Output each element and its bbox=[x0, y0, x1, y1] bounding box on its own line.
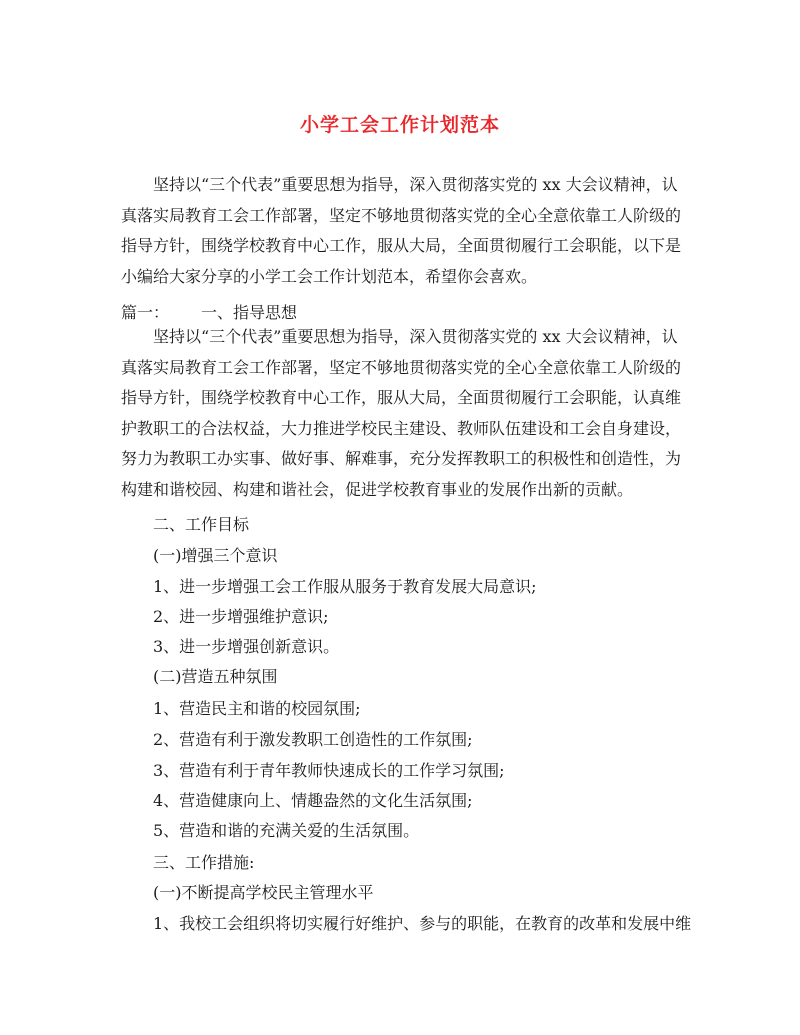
section1-line: 坚持以“三个代表”重要思想为指导，深入贯彻落实党的 xx 大会议精神，认 bbox=[153, 327, 678, 346]
list-item: 3、营造有利于青年教师快速成长的工作学习氛围; bbox=[153, 761, 505, 780]
intro-paragraph bbox=[121, 170, 681, 292]
subsection-heading: (一)不断提高学校民主管理水平 bbox=[153, 883, 374, 902]
list-item: 5、营造和谐的充满关爱的生活氛围。 bbox=[153, 821, 420, 840]
section1-line: 努力为教职工办实事、做好事、解难事，充分发挥教职工的积极性和创造性，为 bbox=[121, 449, 682, 468]
intro-line: 小编给大家分享的小学工会工作计划范本，希望你会喜欢。 bbox=[121, 266, 538, 286]
chapter-label: 篇一： bbox=[121, 303, 170, 322]
list-item: 1、我校工会组织将切实履行好维护、参与的职能，在教育的改革和发展中维 bbox=[153, 914, 692, 933]
section1-paragraph bbox=[121, 322, 681, 505]
list-item: 1、进一步增强工会工作服从服务于教育发展大局意识; bbox=[153, 577, 537, 596]
intro-line: 真落实局教育工会工作部署，坚定不够地贯彻落实党的全心全意依靠工人阶级的 bbox=[121, 205, 682, 225]
subsection-heading: (一)增强三个意识 bbox=[153, 546, 278, 565]
chapter-heading-row bbox=[121, 302, 297, 324]
section1-line: 护教职工的合法权益，大力推进学校民主建设、教师队伍建设和工会自身建设， bbox=[121, 418, 682, 438]
intro-line: 坚持以“三个代表”重要思想为指导，深入贯彻落实党的 xx 大会议精神，认 bbox=[153, 175, 678, 194]
section-heading: 三、工作措施: bbox=[153, 853, 255, 872]
section1-line: 构建和谐校园、构建和谐社会，促进学校教育事业的发展作出新的贡献。 bbox=[121, 479, 634, 499]
section1-line: 指导方针，围绕学校教育中心工作，服从大局，全面贯彻履行工会职能，认真维 bbox=[121, 388, 682, 407]
section-heading: 二、工作目标 bbox=[153, 515, 250, 534]
list-item: 4、营造健康向上、情趣盎然的文化生活氛围; bbox=[153, 791, 473, 810]
document-title: 小学工会工作计划范本 bbox=[299, 114, 500, 136]
section-heading: 一、指导思想 bbox=[201, 303, 298, 322]
subsection-heading: (二)营造五种氛围 bbox=[153, 667, 278, 686]
intro-line: 指导方针，围绕学校教育中心工作，服从大局，全面贯彻履行工会职能，以下是 bbox=[121, 236, 682, 255]
section1-line: 真落实局教育工会工作部署，坚定不够地贯彻落实党的全心全意依靠工人阶级的 bbox=[121, 357, 682, 377]
list-item: 2、营造有利于激发教职工创造性的工作氛围; bbox=[153, 730, 473, 749]
list-item: 1、营造民主和谐的校园氛围; bbox=[153, 699, 361, 718]
list-item: 2、进一步增强维护意识; bbox=[153, 607, 329, 626]
list-item: 3、进一步增强创新意识。 bbox=[153, 637, 340, 656]
